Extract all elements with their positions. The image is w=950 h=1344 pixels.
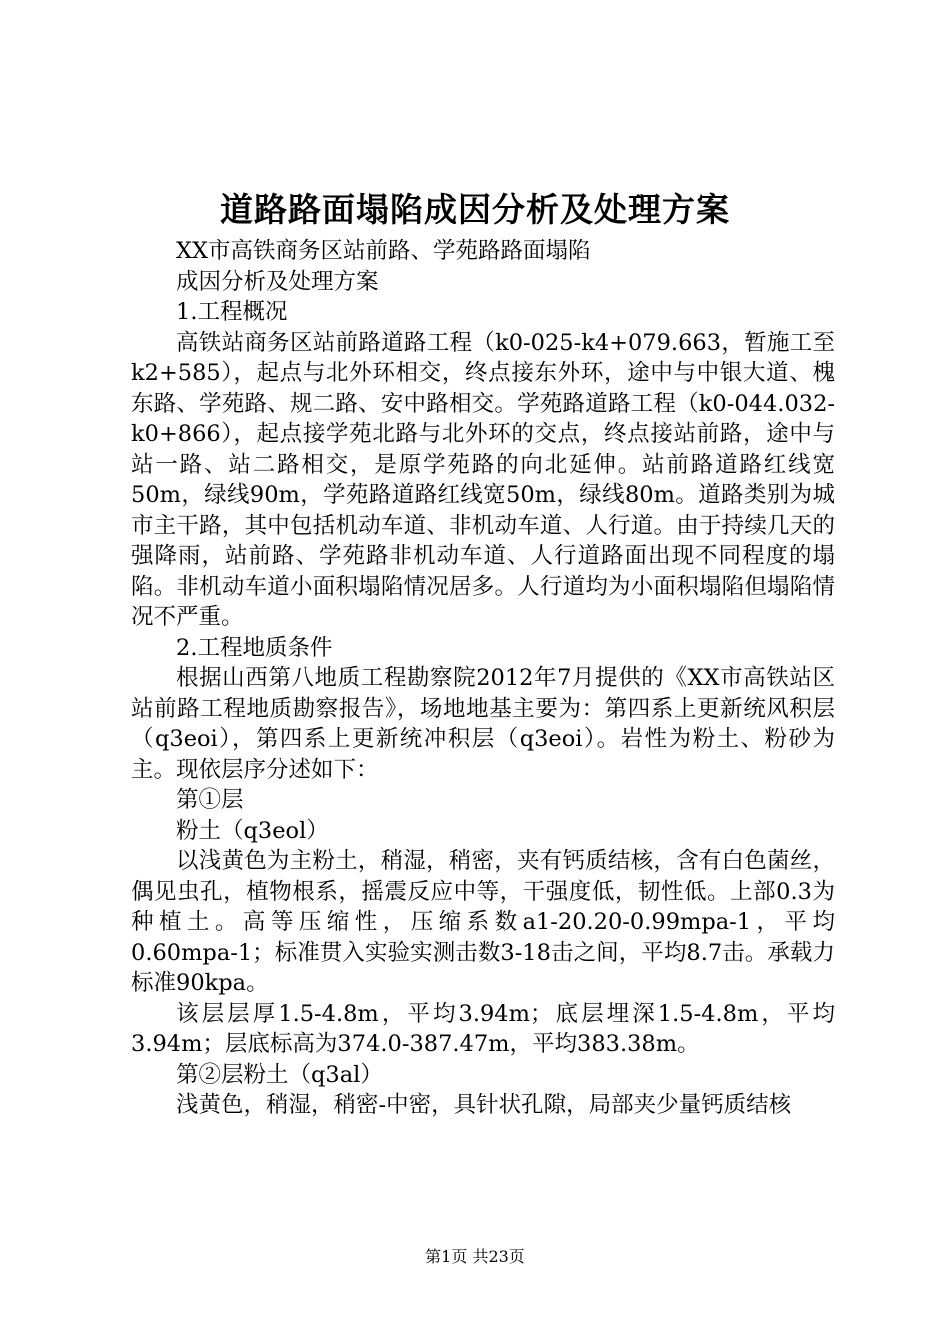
paragraph-layer-1-description: 以浅黄色为主粉土，稍湿，稍密，夹有钙质结核，含有白色菌丝，偶见虫孔，植物根系，摇震反应中等，干强度低，韧性低。上部0.3为种植土。高等压缩性，压缩系数a1-20.20-0.99mpa-1，平均0.60mpa-1；标准贯入实验实测击数3-18击之间，平均8.7击。承载力标准90kpa。 (131, 848, 835, 996)
section-heading-overview: 1.工程概况 (176, 299, 288, 325)
paragraph-layer-2-description: 浅黄色，稍湿，稍密-中密，具针状孔隙，局部夹少量钙质结核 (176, 1092, 792, 1118)
paragraph-overview: 高铁站商务区站前路道路工程（k0-025-k4+079.663，暂施工至k2+585），起点与北外环相交，终点接东外环，途中与中银大道、槐东路、学苑路、规二路、安中路相交。学苑路道路工程（k0-044.032-k0+866），起点接学苑北路与北外环的交点，终点接站前路，途中与站一路、站二路相交，是原学苑路的向北延伸。站前路道路红线宽50m，绿线90m，学苑路道路红线宽50m，绿线80m。道路类别为城市主干路，其中包括机动车道、非机动车道、人行道。由于持续几天的强降雨，站前路、学苑路非机动车道、人行道路面出现不同程度的塌陷。非机动车道小面积塌陷情况居多。人行道均为小面积塌陷但塌陷情况不严重。 (131, 329, 835, 630)
document-title: 道路路面塌陷成因分析及处理方案 (220, 190, 730, 229)
subtitle-line-1: XX市高铁商务区站前路、学苑路路面塌陷 (176, 238, 591, 264)
document-body (131, 236, 835, 1121)
section-heading-geology: 2.工程地质条件 (176, 634, 333, 661)
layer-1-heading: 第①层 (176, 787, 244, 813)
layer-2-heading: 第②层粉土（q3al） (176, 1061, 383, 1088)
page-footer: 第1页 共23页 (425, 1247, 525, 1266)
layer-1-type: 粉土（q3eol） (176, 817, 329, 844)
paragraph-layer-1-thickness: 该层层厚1.5-4.8m，平均3.94m；底层埋深1.5-4.8m，平均3.94m；层底标高为374.0-387.47m，平均383.38m。 (131, 1000, 835, 1057)
paragraph-geology: 根据山西第八地质工程勘察院2012年7月提供的《XX市高铁站区站前路工程地质勘察报告》，场地地基主要为：第四系上更新统风积层（q3eoi），第四系上更新统冲积层（q3eoi）。岩性为粉土、粉砂为主。现依层序分述如下： (131, 665, 835, 783)
subtitle-line-2: 成因分析及处理方案 (176, 268, 379, 295)
